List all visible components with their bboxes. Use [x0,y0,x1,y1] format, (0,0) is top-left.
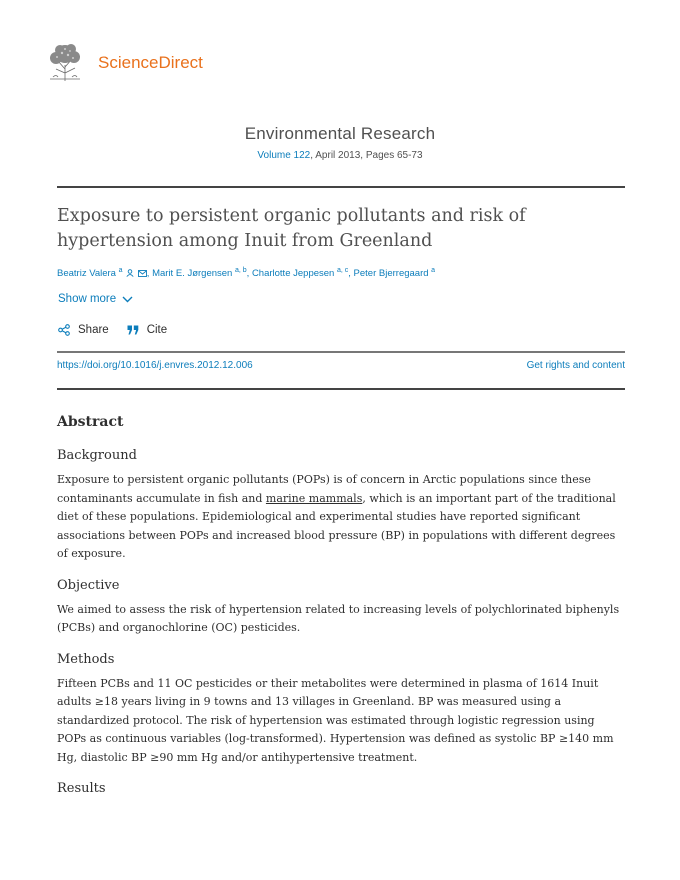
divider [57,388,625,390]
doi-link[interactable]: https://doi.org/10.1016/j.envres.2012.12.006 [57,360,253,371]
brand-name[interactable]: ScienceDirect [98,53,203,72]
volume-link[interactable]: Volume 122 [257,150,311,161]
show-more-button[interactable] [58,293,133,305]
cite-button[interactable] [127,324,167,336]
author-list [57,267,435,279]
doi-row [57,360,625,371]
results-heading: Results [57,781,106,796]
journal-title[interactable]: Environmental Research [244,124,436,143]
divider [57,351,625,353]
cite-label: Cite [146,324,168,336]
rights-link[interactable]: Get rights and content [526,360,625,371]
email-icon[interactable] [138,270,147,277]
author-separator: , [246,268,252,280]
chevron-down-icon [122,296,133,303]
author-link[interactable]: Beatriz Valera [57,268,116,280]
author-separator: , [348,268,354,280]
quote-icon [127,325,139,335]
article-actions [58,324,167,336]
journal-info [0,124,680,161]
marine-mammals-link[interactable]: marine mammals [265,491,363,505]
divider [57,186,625,188]
author-link[interactable]: Marit E. Jørgensen [152,268,233,280]
author-link[interactable]: Peter Bjerregaard [353,268,429,280]
abstract-section [57,414,625,804]
share-button[interactable] [58,324,109,336]
share-label: Share [78,324,109,336]
author-separator: , [146,268,153,280]
background-text-start: Exposure to persistent organic pollutants (POPs) is of concern in Arctic populations since these contaminants accumulate in fish and [57,473,591,505]
author-link[interactable]: Charlotte Jeppesen [251,268,335,280]
methods-text: Fifteen PCBs and 11 OC pesticides or their metabolites were determined in plasma of 1614 Inuit adults ≥18 years living in 9 towns and 13 villages in Greenland. BP was measured using a standardized protocol. The risk of hypertension was estimated through logistic regression using POPs as continuous variables (log-transformed). Hypertension was defined as systolic BP ≥140 mm Hg, diastolic BP ≥90 mm Hg and/or antihypertensive treatment. [57,676,614,764]
author-affiliation[interactable]: a [118,267,123,274]
elsevier-tree-icon[interactable] [44,43,86,83]
author-affiliation[interactable]: a, c [336,267,349,274]
author-affiliation[interactable]: a [431,267,436,274]
background-heading: Background [57,448,137,463]
background-text [57,471,625,564]
share-icon [58,324,70,336]
author-affiliation[interactable]: a, b [234,267,247,274]
objective-heading: Objective [57,577,120,593]
journal-meta [0,150,680,161]
person-icon[interactable] [126,269,134,277]
abstract-heading: Abstract [57,414,124,430]
methods-heading: Methods [57,651,115,667]
article-title: Exposure to persistent organic pollutants and risk of hypertension among Inuit from Greenland [57,206,526,251]
background-text-end: , which is an important part of the traditional diet of these populations. Epidemiological and experimental studies have reported significant associations between POPs and increased blood pressure (BP) in populations with different degrees of exposure. [57,491,616,560]
show-more-label: Show more [58,293,117,305]
site-header [44,42,203,84]
objective-text: We aimed to assess the risk of hypertension related to increasing levels of polychlorinated biphenyls (PCBs) and organochlorine (OC) pesticides. [57,602,620,634]
issue-date-pages: , April 2013, Pages 65-73 [310,150,423,161]
